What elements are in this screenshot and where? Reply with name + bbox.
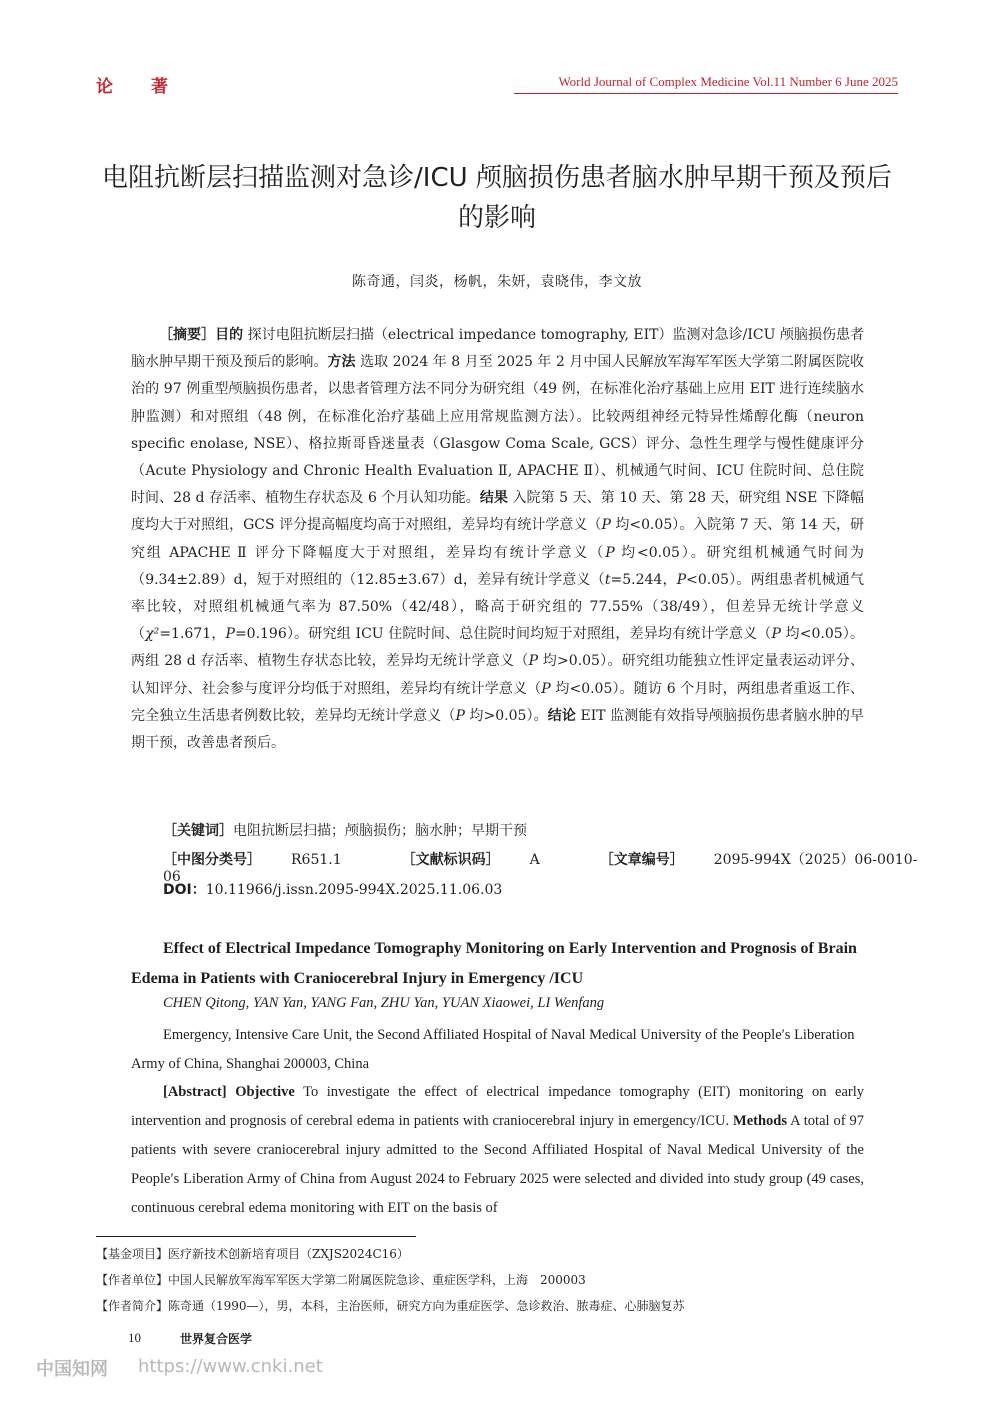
results-text: =1.671， xyxy=(159,626,226,643)
english-affiliation: Emergency, Intensive Care Unit, the Second Affiliated Hospital of Naval Medical University of the People′s Liberation Army of China, Shanghai 200003, China xyxy=(131,1027,855,1072)
conclusion-text: EIT 监测能有效指导颅脑损伤患者脑水肿的早期干预，改善患者预后。 xyxy=(131,707,865,752)
doi-line xyxy=(163,879,502,899)
en-methods-text: A total of 97 patients with severe craniocerebral injury admitted to the Second Affiliated Hospital of Naval Medical University of the People′s Liberation Army of China from August 2024 to February 2025 were selected and divided into study group (49 cases, continuous cerebral edema monitoring with EIT on the basis of xyxy=(131,1113,864,1216)
p-symbol: P xyxy=(605,544,615,561)
results-text: <0.05）。两组患者机械通气率比较，对照组机械通气率为 87.50%（42/48），略高于研究组的 77.55%（38/49），但差异无统计学意义（ xyxy=(131,571,864,643)
keywords-label: ［关键词］ xyxy=(163,823,233,839)
results-text: 均>0.05）。研究组功能独立性评定量表运动评分、认知评分、社会参与度评分均低于对照组，差异均有统计学意义（ xyxy=(131,653,864,697)
page-number: 10 xyxy=(128,1330,141,1345)
p-symbol: P xyxy=(676,571,687,588)
results-text: 均<0.05）。随访 6 个月时，两组患者重返工作、完全独立生活患者例数比较，差异均无统计学意义（ xyxy=(131,680,864,724)
english-authors: CHEN Qitong, YAN Yan, YANG Fan, ZHU Yan, YUAN Xiaowei, LI Wenfang xyxy=(163,995,605,1011)
results-label: 结果 xyxy=(479,490,508,507)
article-number-value: 2095-994X（2025）06-0010-06 xyxy=(163,852,918,885)
english-title: Effect of Electrical Impedance Tomography Monitoring on Early Intervention and Prognosis of Brain Edema in Patients with Craniocerebral Injury in Emergency /ICU xyxy=(131,940,857,987)
abstract-label: ［摘要］ xyxy=(159,327,216,343)
chi-symbol: χ² xyxy=(145,626,160,643)
journal-header: World Journal of Complex Medicine Vol.11 Number 6 June 2025 xyxy=(558,74,898,89)
clc-label: ［中图分类号］ xyxy=(163,852,261,868)
watermark-url[interactable]: https://www.cnki.net xyxy=(138,1356,323,1377)
p-symbol: P xyxy=(225,626,235,643)
keywords-value: 电阻抗断层扫描；颅脑损伤；脑水肿；早期干预 xyxy=(233,823,527,839)
results-text: =5.244， xyxy=(610,571,677,588)
p-symbol: P xyxy=(771,626,781,643)
chinese-abstract xyxy=(131,322,864,757)
methods-label: 方法 xyxy=(327,354,356,371)
results-text: 均>0.05）。 xyxy=(464,707,548,724)
fund-footnote: 【基金项目】医疗新技术创新培育项目（ZXJS2024C16） xyxy=(96,1247,409,1261)
p-symbol: P xyxy=(528,653,539,670)
footer-journal: 世界复合医学 xyxy=(180,1332,253,1346)
en-objective-text: To investigate the effect of electrical impedance tomography (EIT) monitoring on early intervention and prognosis of cerebral edema in patients with craniocerebral injury in emergency/ICU. xyxy=(131,1084,864,1129)
en-methods-label: Methods xyxy=(733,1113,788,1129)
keywords-line xyxy=(163,820,527,840)
p-symbol: P xyxy=(541,680,551,697)
en-objective-label: Objective xyxy=(235,1084,295,1100)
article-number-label: ［文章编号］ xyxy=(599,852,684,868)
p-symbol: P xyxy=(601,517,611,534)
footnote-rule xyxy=(96,1236,416,1237)
en-abstract-label: [Abstract] xyxy=(163,1084,227,1100)
doc-code-value: A xyxy=(529,852,540,868)
results-text: =0.196）。研究组 ICU 住院时间、总住院时间均短于对照组，差异均有统计学意义（ xyxy=(234,626,772,643)
results-text: 均<0.05）。入院第 7 天、第 14 天，研究组 APACHE Ⅱ 评分下降幅度大于对照组，差异均有统计学意义（ xyxy=(131,517,864,561)
results-text: 均<0.05）。研究组机械通气时间为（9.34±2.89）d，短于对照组的（12.85±3.67）d，差异有统计学意义（ xyxy=(131,544,864,588)
methods-text: 选取 2024 年 8 月至 2025 年 2 月中国人民解放军海军军医大学第二附属医院收治的 97 例重型颅脑损伤患者，以患者管理方法不同分为研究组（49 例，在标准化治疗基础上应用 EIT 进行连续脑水肿监测）和对照组（48 例，在标准化治疗基础上应用常规监测方法）。比较两组神经元特异性烯醇化酶（neuron specific enolase, NSE）、格拉斯哥昏迷量表（Glasgow Coma Scale, GCS）评分、急性生理学与慢性健康评分（Acute Physiology and Chronic Health Evaluation Ⅱ, APACHE Ⅱ）、机械通气时间、ICU 住院时间、总住院时间、28 d 存活率、植物生存状态及 6 个月认知功能。 xyxy=(131,354,865,507)
doi-label: DOI： xyxy=(163,882,206,898)
english-abstract xyxy=(131,1078,864,1223)
article-title: 电阻抗断层扫描监测对急诊/ICU 颅脑损伤患者脑水肿早期干预及预后的影响 xyxy=(102,163,892,233)
conclusion-label: 结论 xyxy=(547,707,576,724)
bio-footnote: 【作者简介】陈奇通（1990—），男，本科，主治医师，研究方向为重症医学、急诊救治、脓毒症、心肺脑复苏 xyxy=(96,1299,685,1313)
results-text: 入院第 5 天、第 10 天、第 28 天，研究组 NSE 下降幅度均大于对照组，GCS 评分提高幅度均高于对照组，差异均有统计学意义（ xyxy=(131,490,865,534)
objective-text: 探讨电阻抗断层扫描（electrical impedance tomography, EIT）监测对急诊/ICU 颅脑损伤患者脑水肿早期干预及预后的影响。 xyxy=(131,327,865,371)
author-list: 陈奇通，闫炎，杨帆，朱妍，袁晓伟，李文放 xyxy=(352,274,642,290)
section-tag: 论著 xyxy=(96,77,206,97)
unit-footnote: 【作者单位】中国人民解放军海军军医大学第二附属医院急诊、重症医学科，上海 200003 xyxy=(96,1273,586,1287)
p-symbol: P xyxy=(455,707,465,724)
watermark-site: 中国知网 xyxy=(36,1359,108,1380)
objective-label: 目的 xyxy=(215,327,244,343)
results-text: 均<0.05）。两组 28 d 存活率、植物生存状态比较，差异均无统计学意义（ xyxy=(131,626,865,670)
doc-code-label: ［文献标识码］ xyxy=(401,852,500,868)
t-symbol: t xyxy=(604,571,611,588)
doi-value: 10.11966/j.issn.2095-994X.2025.11.06.03 xyxy=(205,882,503,898)
clc-value: R651.1 xyxy=(291,852,342,868)
header-rule xyxy=(514,93,898,94)
